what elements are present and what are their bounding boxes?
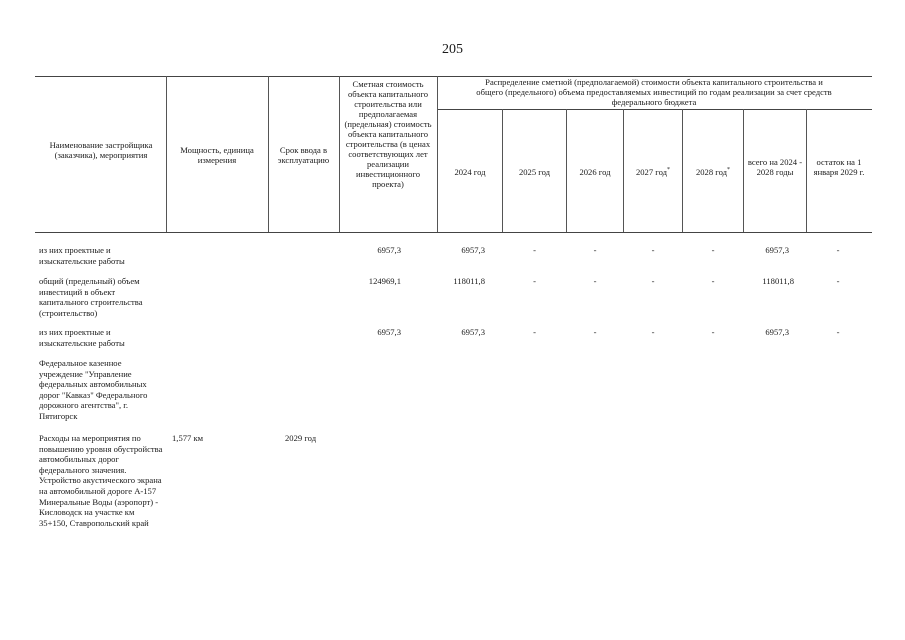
row-name: общий (предельный) объем инвестиций в объект капитального строительства (строительство) <box>39 276 143 318</box>
row-2027: - <box>651 245 655 255</box>
row-name: из них проектные и изыскательские работы <box>39 327 125 348</box>
page-number: 205 <box>442 42 463 57</box>
row-total: 6957,3 <box>765 245 789 255</box>
row-term: 2029 год <box>285 433 317 443</box>
header-2027 <box>624 167 682 177</box>
header-distribution: Распределение сметной (предполагаемой) стоимости объекта капитального строительства и общего (предельного) объема предоставляемых инвестиций по годам реализации за счет средств федерального бюджета <box>476 77 832 107</box>
row-total: 118011,8 <box>762 276 794 286</box>
row-2028: - <box>711 276 715 286</box>
row-2028: - <box>711 245 715 255</box>
header-name: Наименование застройщика (заказчика), мероприятия <box>49 140 153 160</box>
row-2026: - <box>593 327 597 337</box>
header-2027-footnote-mark: * <box>667 167 671 173</box>
row-remainder: - <box>836 276 840 286</box>
header-2028-label: 2028 год <box>695 167 728 177</box>
row-2024: 6957,3 <box>461 245 485 255</box>
column-divider <box>166 76 167 232</box>
header-estimated-cost: Сметная стоимость объекта капитального строительства или предполагаемая (предельная) стоимость объекта капитального строительства (в ценах соответствующих лет реализации инвестиционного проекта) <box>344 79 432 189</box>
row-2027: - <box>651 276 655 286</box>
row-remainder: - <box>836 327 840 337</box>
header-2027-label: 2027 год <box>635 167 668 177</box>
row-2026: - <box>593 245 597 255</box>
column-divider <box>743 109 744 232</box>
row-name: из них проектные и изыскательские работы <box>39 245 125 266</box>
column-divider <box>339 76 340 232</box>
table-header-bottom-border <box>35 232 872 233</box>
header-2028-footnote-mark: * <box>727 167 731 173</box>
header-capacity: Мощность, единица измерения <box>180 145 254 165</box>
row-remainder: - <box>836 245 840 255</box>
row-cost: 6957,3 <box>377 245 401 255</box>
header-total: всего на 2024 - 2028 годы <box>747 157 803 177</box>
header-2026: 2026 год <box>579 167 611 177</box>
column-divider <box>268 76 269 232</box>
row-2026: - <box>593 276 597 286</box>
row-cost: 124969,1 <box>368 276 401 286</box>
row-name: Федеральное казенное учреждение "Управление федеральных автомобильных дорог "Кавказ" Федерального дорожного агентства", г. Пятигорск <box>39 358 148 421</box>
row-name: Расходы на мероприятия по повышению уровня обустройства автомобильных дорог федерального значения. Устройство акустического экрана на автомобильной дороге А-157 Минеральные Воды (аэропорт) - Кисловодск на участке км 35+150, Ставропольский край <box>39 433 163 528</box>
header-remainder: остаток на 1 января 2029 г. <box>813 157 865 177</box>
row-cost: 6957,3 <box>377 327 401 337</box>
header-2028 <box>683 167 743 177</box>
row-2025: - <box>533 327 536 337</box>
row-capacity: 1,577 км <box>172 433 204 443</box>
row-2025: - <box>533 276 536 286</box>
row-total: 6957,3 <box>765 327 789 337</box>
header-2024: 2024 год <box>454 167 486 177</box>
row-2028: - <box>711 327 715 337</box>
row-2025: - <box>533 245 536 255</box>
column-divider <box>806 109 807 232</box>
header-2025: 2025 год <box>518 167 551 177</box>
column-divider <box>437 76 438 232</box>
row-2024: 6957,3 <box>461 327 485 337</box>
row-2027: - <box>651 327 655 337</box>
header-commissioning: Срок ввода в эксплуатацию <box>277 145 330 165</box>
row-2024: 118011,8 <box>453 276 485 286</box>
